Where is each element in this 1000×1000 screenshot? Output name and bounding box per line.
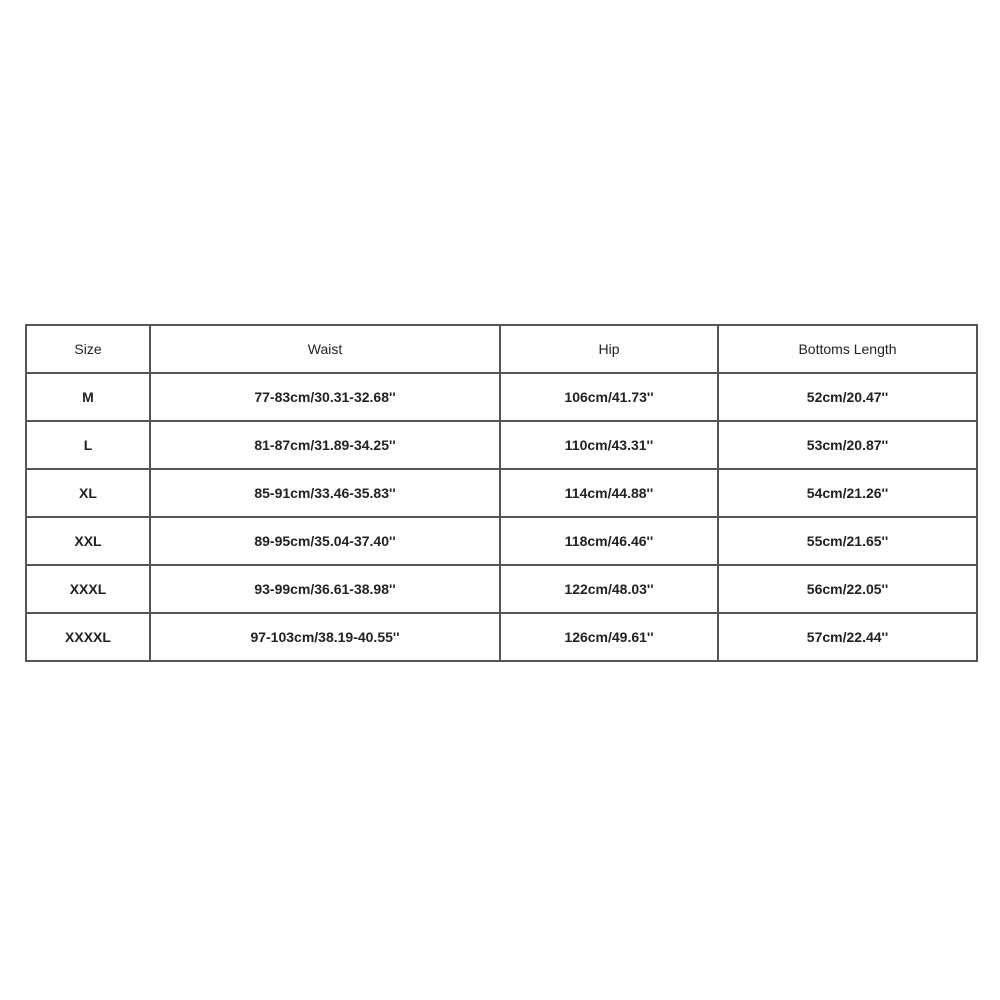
table-row — [26, 613, 977, 661]
cell-bottoms-length: 53cm/20.87'' — [718, 421, 977, 469]
cell-size: M — [26, 373, 150, 421]
cell-bottoms-length: 54cm/21.26'' — [718, 469, 977, 517]
cell-waist: 77-83cm/30.31-32.68'' — [150, 373, 500, 421]
cell-hip: 118cm/46.46'' — [500, 517, 718, 565]
table-header — [26, 325, 977, 373]
cell-hip: 110cm/43.31'' — [500, 421, 718, 469]
cell-size: XL — [26, 469, 150, 517]
table-row — [26, 517, 977, 565]
header-row — [26, 325, 977, 373]
cell-bottoms-length: 52cm/20.47'' — [718, 373, 977, 421]
table-body — [26, 373, 977, 661]
cell-waist: 89-95cm/35.04-37.40'' — [150, 517, 500, 565]
table-row — [26, 373, 977, 421]
header-size: Size — [26, 325, 150, 373]
cell-hip: 122cm/48.03'' — [500, 565, 718, 613]
cell-hip: 106cm/41.73'' — [500, 373, 718, 421]
cell-waist: 93-99cm/36.61-38.98'' — [150, 565, 500, 613]
cell-size: XXXXL — [26, 613, 150, 661]
cell-bottoms-length: 56cm/22.05'' — [718, 565, 977, 613]
cell-size: XXXL — [26, 565, 150, 613]
cell-waist: 81-87cm/31.89-34.25'' — [150, 421, 500, 469]
cell-bottoms-length: 55cm/21.65'' — [718, 517, 977, 565]
cell-bottoms-length: 57cm/22.44'' — [718, 613, 977, 661]
cell-waist: 85-91cm/33.46-35.83'' — [150, 469, 500, 517]
table-row — [26, 421, 977, 469]
size-chart-table — [25, 324, 978, 662]
table-row — [26, 565, 977, 613]
table-row — [26, 469, 977, 517]
header-bottoms-length: Bottoms Length — [718, 325, 977, 373]
cell-size: XXL — [26, 517, 150, 565]
header-waist: Waist — [150, 325, 500, 373]
header-hip: Hip — [500, 325, 718, 373]
cell-size: L — [26, 421, 150, 469]
cell-hip: 114cm/44.88'' — [500, 469, 718, 517]
cell-hip: 126cm/49.61'' — [500, 613, 718, 661]
cell-waist: 97-103cm/38.19-40.55'' — [150, 613, 500, 661]
